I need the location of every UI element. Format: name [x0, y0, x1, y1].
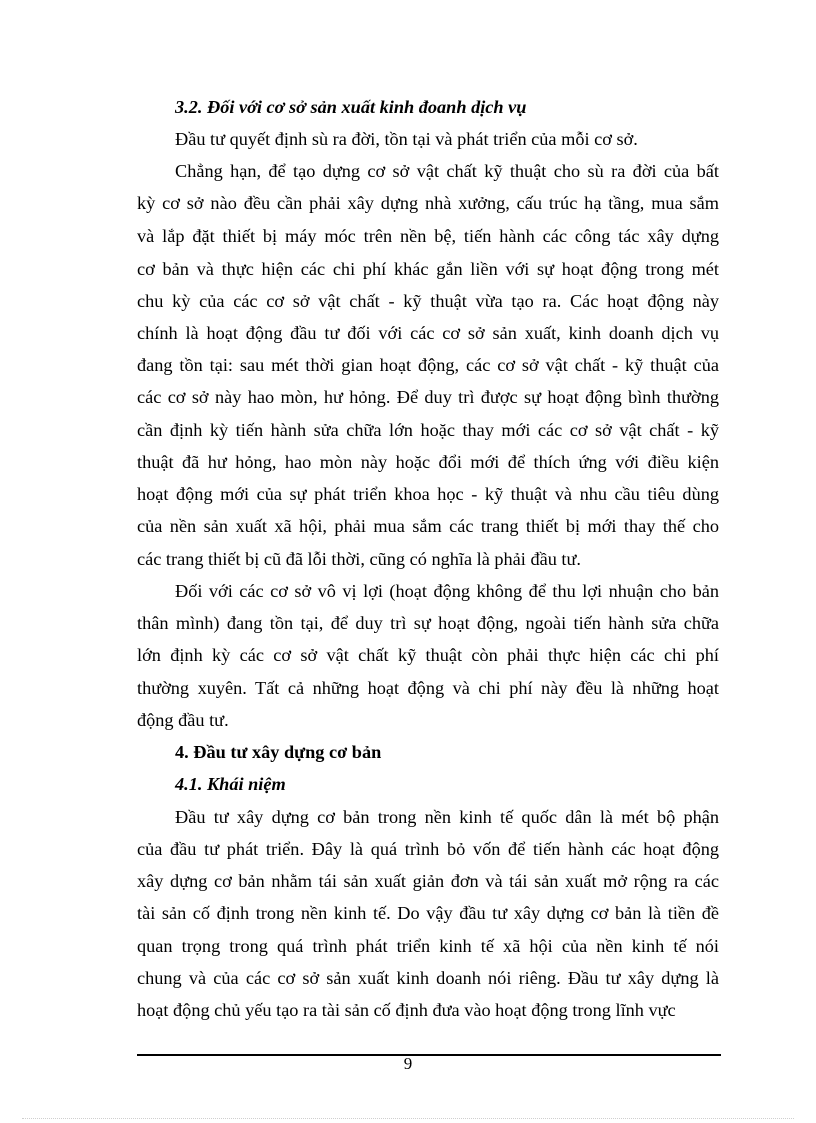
paragraph-line: cần định kỳ tiến hành sửa chữa lớn hoặc thay mới các cơ sở vật chất - kỹ — [137, 420, 719, 440]
section-heading-4-1: 4.1. Khái niệm — [175, 774, 286, 794]
paragraph-line: Chẳng hạn, để tạo dựng cơ sở vật chất kỹ thuật cho sù ra đời của bất — [175, 161, 719, 181]
paragraph-line: và lắp đặt thiết bị máy móc trên nền bệ, tiến hành các công tác xây dựng — [137, 226, 719, 246]
paragraph-line: các trang thiết bị cũ đã lỗi thời, cũng có nghĩa là phải đầu tư. — [137, 549, 581, 569]
paragraph-line: của nền sản xuất xã hội, phải mua sắm các trang thiết bị mới thay thế cho — [137, 516, 719, 536]
paragraph-line: tài sản cố định trong nền kinh tế. Do vậy đầu tư xây dựng cơ bản là tiền đề — [137, 903, 719, 923]
paragraph-line: cơ bản và thực hiện các chi phí khác gắn liền với sự hoạt động trong mét — [137, 259, 719, 279]
paragraph-line: Đầu tư quyết định sù ra đời, tồn tại và phát triển của mỗi cơ sở. — [175, 129, 638, 149]
paragraph-line: xây dựng cơ bản nhằm tái sản xuất giản đơn và tái sản xuất mở rộng ra các — [137, 871, 719, 891]
paragraph-line: động đầu tư. — [137, 710, 229, 730]
paragraph-line: hoạt động chủ yếu tạo ra tài sản cố định đưa vào hoạt động trong lĩnh vực — [137, 1000, 676, 1020]
paragraph-line: lớn định kỳ các cơ sở vật chất kỹ thuật còn phải thực hiện các chi phí — [137, 645, 719, 665]
section-heading-4: 4. Đầu tư xây dựng cơ bản — [175, 742, 382, 762]
paragraph-line: thân mình) đang tồn tại, để duy trì sự hoạt động, ngoài tiến hành sửa chữa — [137, 613, 719, 633]
paragraph-line: quan trọng trong quá trình phát triển kinh tế xã hội của nền kinh tế nói — [137, 936, 719, 956]
section-heading-3-2: 3.2. Đối với cơ sở sản xuất kinh đoanh dịch vụ — [175, 97, 527, 117]
paragraph-line: đang tồn tại: sau mét thời gian hoạt động, các cơ sở vật chất - kỹ thuật của — [137, 355, 719, 375]
paragraph-line: chung và của các cơ sở sản xuất kinh doanh nói riêng. Đầu tư xây dựng là — [137, 968, 719, 988]
page-number: 9 — [403, 1054, 413, 1073]
paragraph-line: của đầu tư phát triển. Đây là quá trình bỏ vốn để tiến hành các hoạt động — [137, 839, 719, 859]
paragraph-line: kỳ cơ sở nào đều cần phải xây dựng nhà xưởng, cấu trúc hạ tầng, mua sắm — [137, 193, 719, 213]
paragraph-line: chu kỳ của các cơ sở vật chất - kỹ thuật vừa tạo ra. Các hoạt động này — [137, 291, 719, 311]
page-edge-divider — [22, 1118, 794, 1119]
paragraph-line: hoạt động mới của sự phát triển khoa học - kỹ thuật và nhu cầu tiêu dùng — [137, 484, 719, 504]
paragraph-line: Đầu tư xây dựng cơ bản trong nền kinh tế quốc dân là mét bộ phận — [175, 807, 719, 827]
paragraph-line: thường xuyên. Tất cả những hoạt động và chi phí này đều là những hoạt — [137, 678, 719, 698]
paragraph-line: các cơ sở này hao mòn, hư hỏng. Để duy trì được sự hoạt động bình thường — [137, 387, 719, 407]
paragraph-line: thuật đã hư hỏng, hao mòn này hoặc đổi mới để thích ứng với điều kiện — [137, 452, 719, 472]
paragraph-line: Đối với các cơ sở vô vị lợi (hoạt động không để thu lợi nhuận cho bản — [175, 581, 719, 601]
paragraph-line: chính là hoạt động đầu tư đối với các cơ sở sản xuất, kinh doanh dịch vụ — [137, 323, 719, 343]
